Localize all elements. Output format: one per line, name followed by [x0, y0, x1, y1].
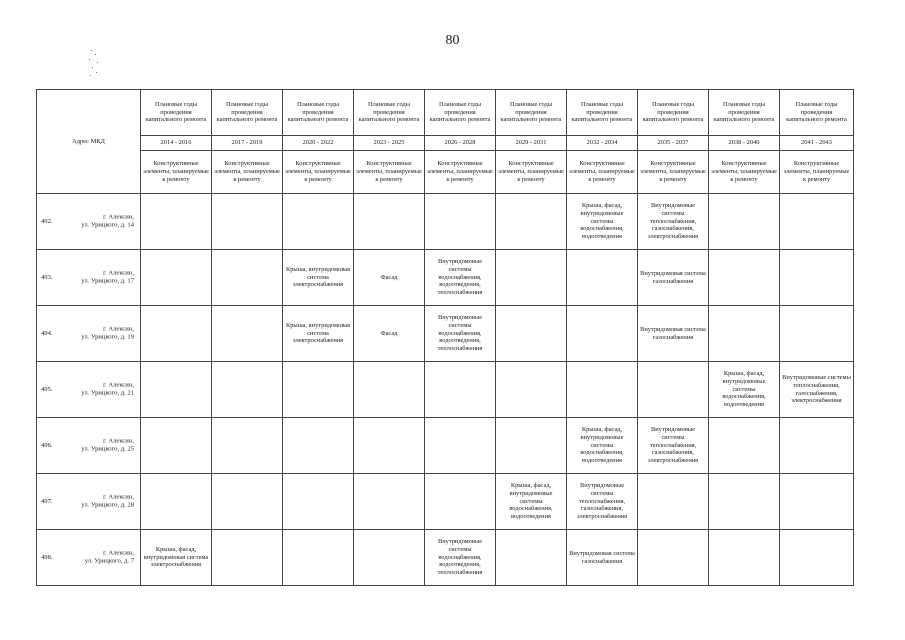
- repair-elements-cell: Внутридомовые системы водоснабжения, водоотведения, теплоснабжения: [425, 530, 496, 586]
- repair-elements-cell: [780, 418, 854, 474]
- repair-elements-cell: [709, 530, 780, 586]
- period-header-cell: Плановые годы проведения капитального ремонта: [567, 90, 638, 136]
- elements-header-cell: Конструктивные элементы, планируемые к ремонту: [212, 151, 283, 194]
- address-city: г. Алексин,: [103, 324, 134, 332]
- repair-elements-cell: [780, 530, 854, 586]
- table-row: [37, 530, 854, 586]
- address-cell: [37, 418, 141, 474]
- elements-header-cell: Конструктивные элементы, планируемые к ремонту: [780, 151, 854, 194]
- repair-elements-cell: [212, 530, 283, 586]
- repair-elements-cell: [354, 362, 425, 418]
- year-range-cell: 2038 - 2040: [709, 136, 780, 151]
- period-header-cell: Плановые годы проведения капитального ремонта: [638, 90, 709, 136]
- year-range-cell: 2014 - 2016: [141, 136, 212, 151]
- capital-repair-schedule-table: [36, 89, 854, 586]
- address-street: ул. Урицкого, д. 25: [81, 445, 134, 453]
- address-city: г. Алексин,: [103, 548, 134, 556]
- page-number: 80: [445, 33, 460, 48]
- address-cell: [37, 530, 141, 586]
- elements-header-cell: Конструктивные элементы, планируемые к ремонту: [141, 151, 212, 194]
- repair-elements-cell: [283, 362, 354, 418]
- row-number: 495.: [41, 385, 53, 393]
- repair-elements-cell: [496, 194, 567, 250]
- period-header-cell: Плановые годы проведения капитального ремонта: [425, 90, 496, 136]
- repair-elements-cell: Крыша, фасад, внутридомовые системы водоснабжения, водоотведения: [496, 474, 567, 530]
- repair-elements-cell: [425, 418, 496, 474]
- year-range-cell: 2023 - 2025: [354, 136, 425, 151]
- address-cell: [37, 194, 141, 250]
- row-number: 494.: [41, 329, 53, 337]
- repair-elements-cell: [141, 306, 212, 362]
- repair-elements-cell: [496, 362, 567, 418]
- repair-elements-cell: [709, 474, 780, 530]
- header-row-elements: [37, 151, 854, 194]
- repair-elements-cell: [283, 194, 354, 250]
- repair-elements-cell: Внутридомовая система газоснабжения: [638, 250, 709, 306]
- period-header-cell: Плановые годы проведения капитального ремонта: [141, 90, 212, 136]
- repair-elements-cell: Крыша, фасад, внутридомовые системы водоснабжения, водоотведения: [709, 362, 780, 418]
- elements-header-cell: Конструктивные элементы, планируемые к ремонту: [567, 151, 638, 194]
- address-city: г. Алексин,: [103, 380, 134, 388]
- repair-elements-cell: Внутридомовые системы теплоснабжения, газоснабжения, электроснабжения: [638, 418, 709, 474]
- address-cell: [37, 362, 141, 418]
- repair-elements-cell: [283, 474, 354, 530]
- address-city: г. Алексин,: [103, 436, 134, 444]
- address-text: [81, 437, 134, 454]
- repair-elements-cell: [354, 418, 425, 474]
- address-street: ул. Урицкого, д. 7: [84, 557, 134, 565]
- repair-elements-cell: [212, 362, 283, 418]
- year-range-cell: 2020 - 2022: [283, 136, 354, 151]
- repair-elements-cell: [567, 306, 638, 362]
- period-header-cell: Плановые годы проведения капитального ремонта: [354, 90, 425, 136]
- repair-elements-cell: [638, 362, 709, 418]
- address-text: [81, 213, 134, 230]
- repair-elements-cell: [425, 194, 496, 250]
- year-range-cell: 2041 - 2043: [780, 136, 854, 151]
- repair-elements-cell: [780, 474, 854, 530]
- repair-elements-cell: [709, 418, 780, 474]
- address-text: [81, 325, 134, 342]
- repair-elements-cell: [567, 362, 638, 418]
- scan-artifact: [86, 48, 104, 78]
- table-row: [37, 418, 854, 474]
- repair-elements-cell: [212, 474, 283, 530]
- header-row-years: [37, 136, 854, 151]
- address-cell: [37, 250, 141, 306]
- repair-elements-cell: [496, 418, 567, 474]
- year-range-cell: 2029 - 2031: [496, 136, 567, 151]
- repair-elements-cell: [283, 530, 354, 586]
- repair-elements-cell: [283, 418, 354, 474]
- repair-elements-cell: [212, 250, 283, 306]
- repair-elements-cell: Фасад: [354, 306, 425, 362]
- repair-elements-cell: Крыша, фасад, внутридомовые системы водоснабжения, водоотведения: [567, 418, 638, 474]
- elements-header-cell: Конструктивные элементы, планируемые к ремонту: [283, 151, 354, 194]
- address-street: ул. Урицкого, д. 17: [81, 277, 134, 285]
- repair-elements-cell: [141, 418, 212, 474]
- year-range-cell: 2017 - 2019: [212, 136, 283, 151]
- year-range-cell: 2035 - 2037: [638, 136, 709, 151]
- repair-elements-cell: [354, 194, 425, 250]
- address-street: ул. Урицкого, д. 28: [81, 501, 134, 509]
- address-text: [81, 269, 134, 286]
- table-row: [37, 194, 854, 250]
- repair-elements-cell: [780, 250, 854, 306]
- repair-elements-cell: Крыша, фасад, внутридомовая система электроснабжения: [141, 530, 212, 586]
- repair-elements-cell: [709, 194, 780, 250]
- repair-elements-cell: [141, 362, 212, 418]
- repair-elements-cell: Крыша, внутридомовая система электроснабжения: [283, 306, 354, 362]
- repair-elements-cell: [780, 306, 854, 362]
- repair-elements-cell: [709, 250, 780, 306]
- repair-elements-cell: Внутридомовые системы теплоснабжения, газоснабжения, электроснабжения: [638, 194, 709, 250]
- repair-elements-cell: Внутридомовые системы теплоснабжения, газоснабжения, электроснабжения: [780, 362, 854, 418]
- repair-elements-cell: Внутридомовые системы водоснабжения, водоотведения, теплоснабжения: [425, 306, 496, 362]
- repair-elements-cell: Фасад: [354, 250, 425, 306]
- repair-elements-cell: [638, 474, 709, 530]
- elements-header-cell: Конструктивные элементы, планируемые к ремонту: [638, 151, 709, 194]
- repair-elements-cell: Внутридомовые системы теплоснабжения, газоснабжения, электроснабжения: [567, 474, 638, 530]
- year-range-cell: 2032 - 2034: [567, 136, 638, 151]
- table-row: [37, 474, 854, 530]
- address-city: г. Алексин,: [103, 492, 134, 500]
- repair-elements-cell: Крыша, внутридомовая система электроснабжения: [283, 250, 354, 306]
- row-number: 496.: [41, 441, 53, 449]
- repair-elements-cell: [425, 362, 496, 418]
- repair-elements-cell: [496, 306, 567, 362]
- row-number: 492.: [41, 217, 53, 225]
- address-city: г. Алексин,: [103, 212, 134, 220]
- elements-header-cell: Конструктивные элементы, планируемые к ремонту: [496, 151, 567, 194]
- table-row: [37, 362, 854, 418]
- repair-elements-cell: Крыша, фасад, внутридомовые системы водоснабжения, водоотведения: [567, 194, 638, 250]
- year-range-cell: 2026 - 2028: [425, 136, 496, 151]
- elements-header-cell: Конструктивные элементы, планируемые к ремонту: [354, 151, 425, 194]
- table-row: [37, 250, 854, 306]
- row-number: 493.: [41, 273, 53, 281]
- address-text: [85, 549, 134, 566]
- row-number: 497.: [41, 497, 53, 505]
- repair-elements-cell: [354, 530, 425, 586]
- table-row: [37, 306, 854, 362]
- address-column-header: Адрес МКД: [37, 90, 141, 194]
- table-body: [37, 90, 854, 586]
- repair-elements-cell: [212, 418, 283, 474]
- address-city: г. Алексин,: [103, 268, 134, 276]
- repair-elements-cell: Внутридомовая система газоснабжения: [567, 530, 638, 586]
- address-street: ул. Урицкого, д. 19: [81, 333, 134, 341]
- repair-elements-cell: [141, 250, 212, 306]
- address-street: ул. Урицкого, д. 21: [81, 389, 134, 397]
- address-text: [81, 493, 134, 510]
- repair-elements-cell: [709, 306, 780, 362]
- address-street: ул. Урицкого, д. 14: [81, 221, 134, 229]
- address-cell: [37, 474, 141, 530]
- header-row-periods: [37, 90, 854, 136]
- repair-elements-cell: [496, 530, 567, 586]
- address-text: [81, 381, 134, 398]
- repair-elements-cell: [354, 474, 425, 530]
- repair-elements-cell: [496, 250, 567, 306]
- elements-header-cell: Конструктивные элементы, планируемые к ремонту: [425, 151, 496, 194]
- period-header-cell: Плановые годы проведения капитального ремонта: [212, 90, 283, 136]
- repair-elements-cell: [638, 530, 709, 586]
- elements-header-cell: Конструктивные элементы, планируемые к ремонту: [709, 151, 780, 194]
- period-header-cell: Плановые годы проведения капитального ремонта: [496, 90, 567, 136]
- repair-elements-cell: [141, 474, 212, 530]
- repair-elements-cell: [780, 194, 854, 250]
- repair-elements-cell: [212, 306, 283, 362]
- period-header-cell: Плановые годы проведения капитального ремонта: [709, 90, 780, 136]
- row-number: 498.: [41, 553, 53, 561]
- repair-elements-cell: [425, 474, 496, 530]
- repair-elements-cell: Внутридомовая система газоснабжения: [638, 306, 709, 362]
- repair-elements-cell: [567, 250, 638, 306]
- repair-elements-cell: Внутридомовые системы водоснабжения, водоотведения, теплоснабжения: [425, 250, 496, 306]
- period-header-cell: Плановые годы проведения капитального ремонта: [780, 90, 854, 136]
- repair-elements-cell: [212, 194, 283, 250]
- address-cell: [37, 306, 141, 362]
- repair-elements-cell: [141, 194, 212, 250]
- period-header-cell: Плановые годы проведения капитального ремонта: [283, 90, 354, 136]
